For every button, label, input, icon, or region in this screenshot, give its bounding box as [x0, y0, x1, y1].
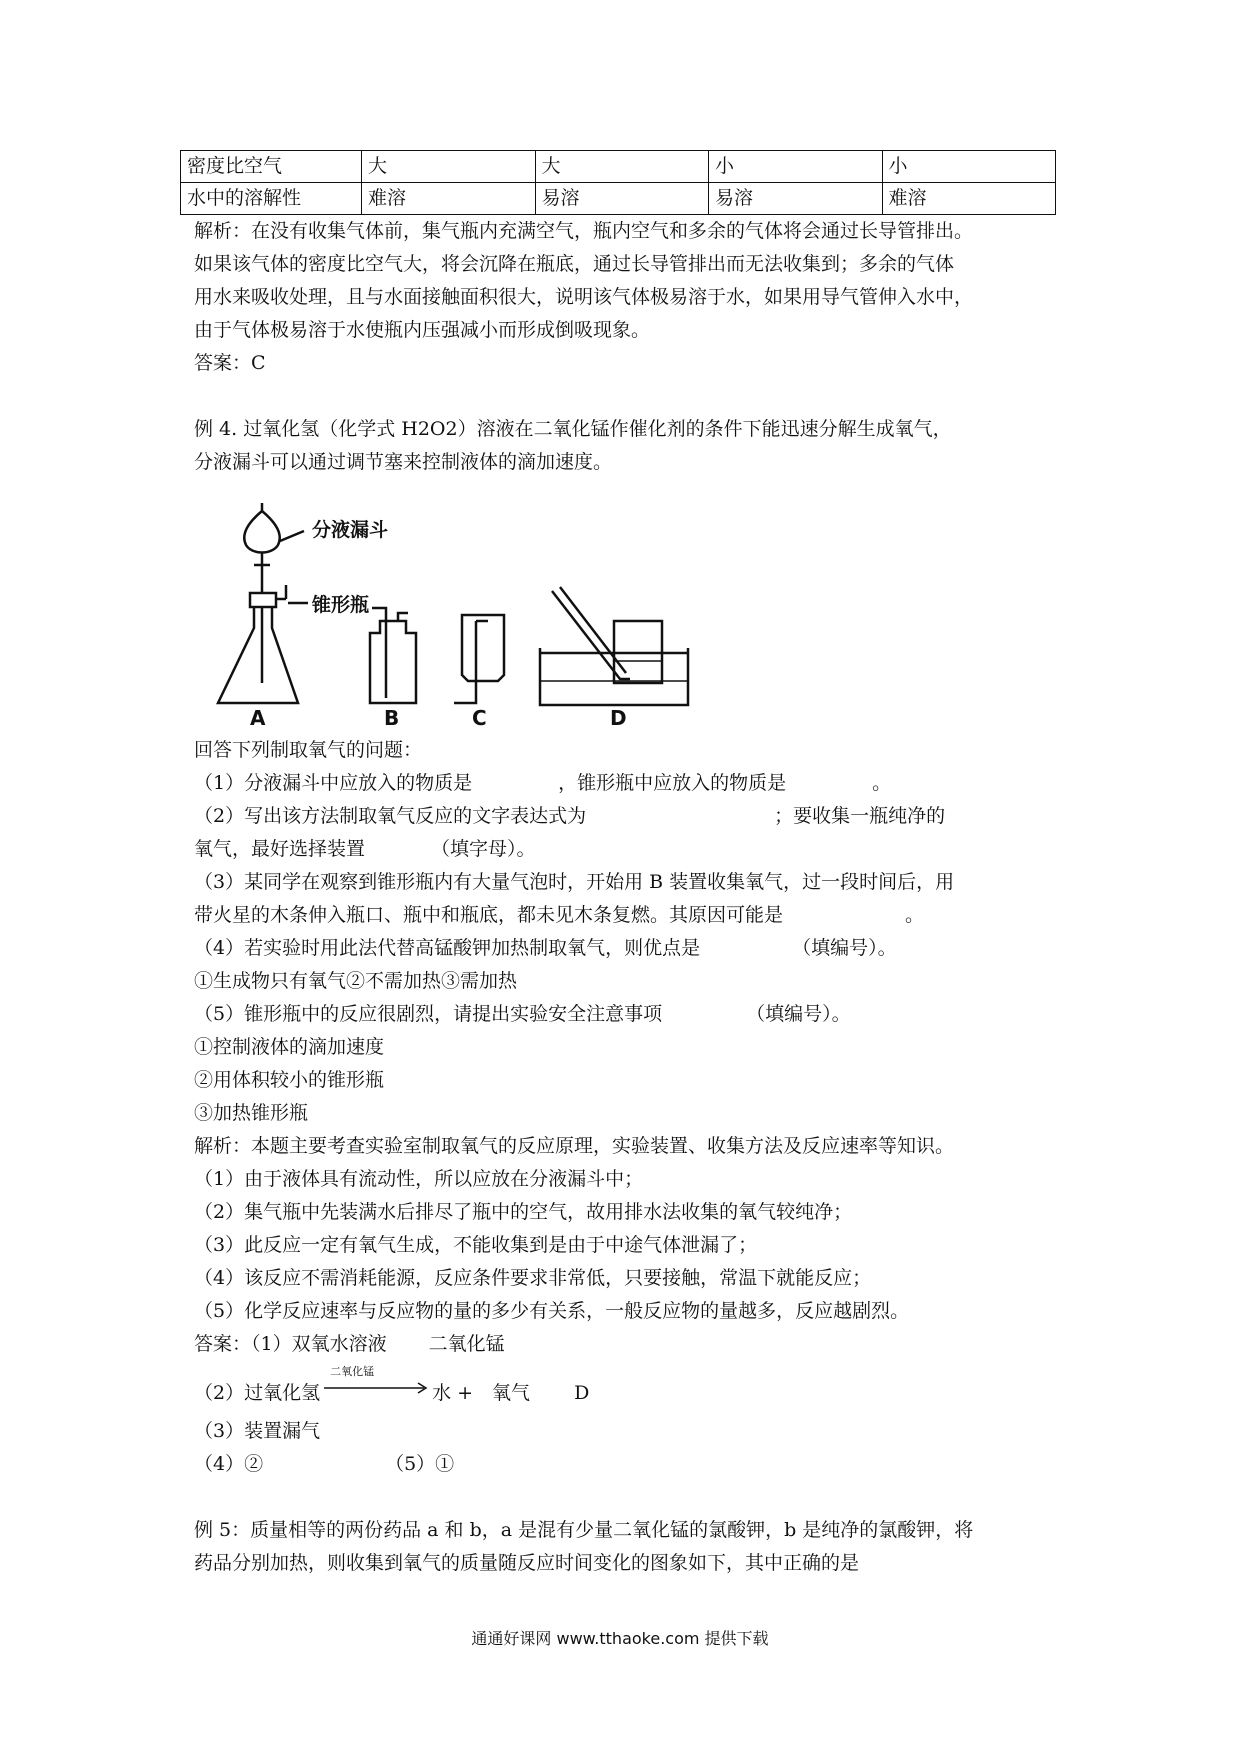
arrow-icon [320, 1379, 432, 1409]
ex4-intro-line: 例 4. 过氧化氢（化学式 H2O2）溶液在二氧化锰作催化剂的条件下能迅速分解生成氧气， [194, 418, 952, 440]
question-5-option: ①控制液体的滴加速度 [194, 1036, 385, 1058]
question-3: （3）某同学在观察到锥形瓶内有大量气泡时，开始用 B 装置收集氧气，过一段时间后，用 [194, 871, 955, 893]
table-row [181, 183, 1056, 215]
apparatus-letter: A [250, 706, 266, 728]
table-cell: 小 [709, 151, 883, 183]
table-cell: 小 [882, 151, 1056, 183]
answer-3: （3）装置漏气 [194, 1420, 321, 1442]
ex5-text-line: 例 5：质量相等的两份药品 a 和 b，a 是混有少量二氧化锰的氯酸钾，b 是纯净的氯酸钾，将 [194, 1519, 974, 1541]
apparatus-letter: C [472, 706, 487, 728]
question-5-option: ②用体积较小的锥形瓶 [194, 1069, 385, 1091]
question-5: （5）锥形瓶中的反应很剧烈，请提出实验安全注意事项 （填编号）。 [194, 1003, 851, 1025]
question-2-cont: 氧气，最好选择装置 （填字母）。 [194, 838, 536, 860]
table-row [181, 151, 1056, 183]
question-5-option: ③加热锥形瓶 [194, 1102, 309, 1124]
answer-4-5: （4）② （5）① [194, 1453, 455, 1475]
ex4-analysis-line: （5）化学反应速率与反应物的量的多少有关系，一般反应物的量越多，反应越剧烈。 [194, 1300, 910, 1322]
ex4-analysis-line: （3）此反应一定有氧气生成，不能收集到是由于中途气体泄漏了； [194, 1234, 758, 1256]
apparatus-drawing [210, 503, 780, 728]
catalyst-label: 二氧化锰 [330, 1365, 375, 1378]
question-4: （4）若实验时用此法代替高锰酸钾加热制取氧气，则优点是 （填编号）。 [194, 937, 897, 959]
ex3-analysis-line: 解析：在没有收集气体前，集气瓶内充满空气，瓶内空气和多余的气体将会通过长导管排出。 [194, 220, 974, 242]
ex3-analysis-line: 如果该气体的密度比空气大，将会沉降在瓶底，通过长导管排出而无法收集到；多余的气体 [194, 253, 955, 275]
page-footer: 通通好课网 www.tthaoke.com 提供下载 [471, 1629, 769, 1648]
ex3-analysis-line: 由于气体极易溶于水使瓶内压强减小而形成倒吸现象。 [194, 319, 651, 341]
ex3-analysis-line: 用水来吸收处理，且与水面接触面积很大，说明该气体极易溶于水，如果用导气管伸入水中， [194, 286, 974, 308]
question-head: 回答下列制取氧气的问题： [194, 739, 423, 761]
ex4-analysis-line: （1）由于液体具有流动性，所以应放在分液漏斗中； [194, 1168, 644, 1190]
question-1: （1）分液漏斗中应放入的物质是 ，锥形瓶中应放入的物质是 。 [194, 772, 892, 794]
gas-property-table [180, 150, 1056, 215]
table-row-header: 密度比空气 [181, 151, 362, 183]
ex4-intro-line: 分液漏斗可以通过调节塞来控制液体的滴加速度。 [194, 451, 613, 473]
ex3-answer: 答案：C [194, 352, 266, 374]
apparatus-figure [210, 503, 780, 728]
table-cell: 易溶 [709, 183, 883, 215]
question-4-options: ①生成物只有氧气②不需加热③需加热 [194, 970, 518, 992]
ex4-analysis-line: （4）该反应不需消耗能源，反应条件要求非常低，只要接触，常温下就能反应； [194, 1267, 872, 1289]
table-cell: 大 [535, 151, 709, 183]
apparatus-letter: B [384, 706, 400, 728]
question-2: （2）写出该方法制取氧气反应的文字表达式为 ；要收集一瓶纯净的 [194, 805, 946, 827]
question-3-cont: 带火星的木条伸入瓶口、瓶中和瓶底，都未见木条复燃。其原因可能是 。 [194, 904, 925, 926]
reaction-arrow [320, 1365, 432, 1409]
apparatus-letter: D [610, 706, 627, 728]
table-cell: 难溶 [362, 183, 536, 215]
funnel-label: 分液漏斗 [312, 519, 389, 541]
answer-2-equation: （2）过氧化氢 二氧化锰 水 + 氧气 D [194, 1361, 1074, 1415]
table-cell: 易溶 [535, 183, 709, 215]
table-row-header: 水中的溶解性 [181, 183, 362, 215]
table-cell: 难溶 [882, 183, 1056, 215]
ex4-analysis-line: 解析：本题主要考查实验室制取氧气的反应原理，实验装置、收集方法及反应速率等知识。 [194, 1135, 955, 1157]
table-cell: 大 [362, 151, 536, 183]
answer-1: 答案：（1）双氧水溶液 二氧化锰 [194, 1333, 505, 1355]
ex5-text-line: 药品分别加热，则收集到氧气的质量随反应时间变化的图象如下，其中正确的是 [194, 1552, 860, 1574]
flask-label: 锥形瓶 [312, 594, 370, 616]
ex4-analysis-line: （2）集气瓶中先装满水后排尽了瓶中的空气，故用排水法收集的氧气较纯净； [194, 1201, 853, 1223]
document-body [187, 150, 1074, 1580]
